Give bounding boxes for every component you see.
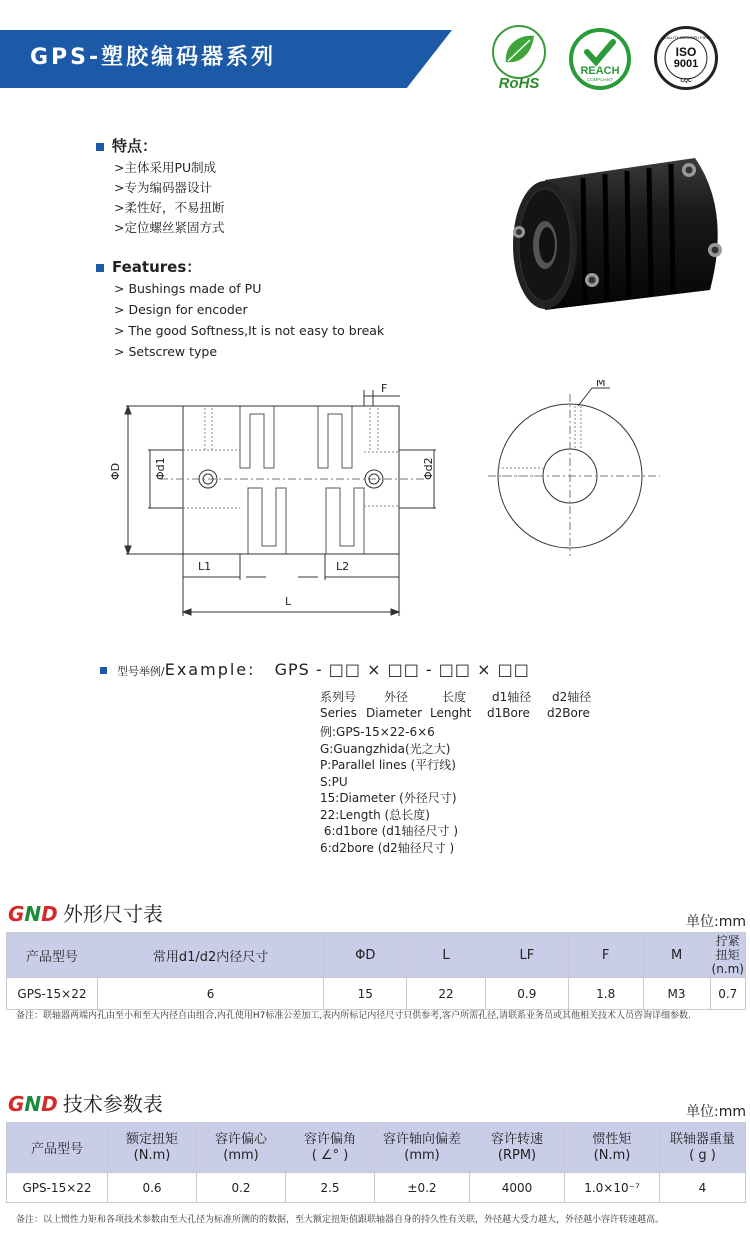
example-line: S:PU (320, 774, 348, 789)
features-cn-title: 特点： (112, 137, 158, 155)
bullet-square-icon (96, 143, 104, 151)
example-label: 型号举例/ (117, 665, 165, 678)
bullet-square-icon (96, 264, 104, 272)
dim-label-L1: L1 (198, 560, 212, 573)
svg-text:CQC: CQC (680, 78, 692, 84)
dim-table-title: 外形尺寸表 (62, 902, 163, 926)
example-lines (320, 724, 458, 856)
reach-logo (569, 28, 631, 90)
example-line: 6:d1bore (d1轴径尺寸 ) (320, 824, 459, 838)
dim-label-L2: L2 (336, 560, 350, 573)
gnd-logo: GND (8, 1092, 58, 1116)
dim-label-D: ΦD (109, 462, 122, 480)
page-title: GPS-塑胶编码器系列 (30, 45, 277, 70)
feature-item: > Setscrew type (114, 344, 218, 359)
gnd-logo: GND (8, 902, 58, 926)
tech-table (6, 1122, 746, 1203)
product-image (505, 150, 733, 320)
feature-item: >柔性好，不易扭断 (114, 200, 225, 215)
features-cn (96, 135, 224, 238)
feature-item: > Design for encoder (114, 302, 248, 317)
dim-label-M: M (596, 380, 606, 389)
example-line: 6:d2bore (d2轴径尺寸 ) (320, 840, 455, 855)
example-line: P:Parallel lines (平行线) (320, 758, 456, 772)
dim-label-d1: Φd1 (154, 457, 167, 480)
feature-item: >主体采用PU制成 (114, 160, 217, 175)
example-label-en: Example: (164, 660, 256, 679)
dim-table (6, 932, 746, 1010)
tech-table-heading (8, 1088, 163, 1117)
svg-text:RoHS: RoHS (498, 75, 540, 92)
feature-item: >定位螺丝紧固方式 (114, 220, 225, 235)
technical-drawing (100, 380, 740, 620)
bullet-square-icon (100, 667, 107, 674)
svg-text:QUALITY ASSURED FIRM: QUALITY ASSURED FIRM (661, 35, 711, 40)
features-en-title: Features (112, 258, 187, 276)
features-en: Features： > Bushings made of PU > Design for encoder > The good Softness,It is not easy to break > Setscrew type (96, 256, 384, 362)
svg-text:REACH: REACH (580, 65, 620, 77)
svg-text:9001: 9001 (673, 58, 699, 70)
table-header-row: 产品型号 额定扭矩 (N.m) 容许偏心 (mm) 容许偏角 ( ∠° ) 容许轴向偏差 (mm) 容许转速 (RPM) 惯性矩 (N.m) 联轴器重量 ( g ) (7, 1123, 746, 1173)
table-row: GPS-15×22 0.6 0.2 2.5 ±0.2 4000 1.0×10⁻⁷ 4 (7, 1173, 746, 1203)
svg-text:COMPLIANT: COMPLIANT (586, 77, 614, 82)
example-line: 15:Diameter (外径尺寸) (320, 791, 457, 805)
dim-label-F: F (381, 382, 388, 395)
dim-table-heading (8, 898, 163, 927)
feature-item: > Bushings made of PU (114, 281, 262, 296)
iso-logo (654, 26, 718, 90)
table-row: GPS-15×22 6 15 22 0.9 1.8 M3 0.7 (7, 978, 746, 1010)
tech-table-unit: 单位:mm (686, 1104, 746, 1120)
dim-label-d2: Φd2 (422, 457, 435, 480)
example-line: G:Guangzhida(光之大) (320, 741, 451, 756)
dim-table-unit: 单位:mm (686, 914, 746, 930)
svg-text:ISO: ISO (675, 45, 697, 59)
tech-table-title: 技术参数表 (62, 1092, 163, 1116)
feature-item: > The good Softness,It is not easy to break (114, 323, 385, 338)
example-header (100, 660, 530, 679)
example-line: 例:GPS-15×22-6×6 (320, 725, 435, 739)
dim-table-note: 备注：联轴器两端内孔由至小和至大内径自由组合,内孔使用H7标准公差加工,表内所标记内径尺寸只供参考,客户所需孔径,请联系业务员或其他相关技术人员咨询详细参数. (16, 1011, 691, 1021)
dim-label-L: L (285, 595, 292, 608)
example-columns: 系列号 外径 长度 d1轴径 d2轴径 Series Diameter Lenght d1Bore d2Bore (320, 690, 592, 720)
feature-item: >专为编码器设计 (114, 180, 212, 195)
table-header-row: 产品型号 常用d1/d2内径尺寸 ΦD L LF F M 拧紧扭矩 (n.m) (7, 933, 746, 978)
rohs-logo (488, 24, 550, 92)
tech-table-note: 备注：以上惯性力矩和各项技术参数由至大孔径为标准所测的的数据，至大额定扭矩值跟联轴器自身的持久性有关联，外径越大受力越大，外径越小容许转速越高。 (16, 1215, 665, 1225)
example-line: 22:Length (总长度) (320, 807, 430, 822)
example-code: GPS - □□ × □□ - □□ × □□ (274, 660, 530, 679)
